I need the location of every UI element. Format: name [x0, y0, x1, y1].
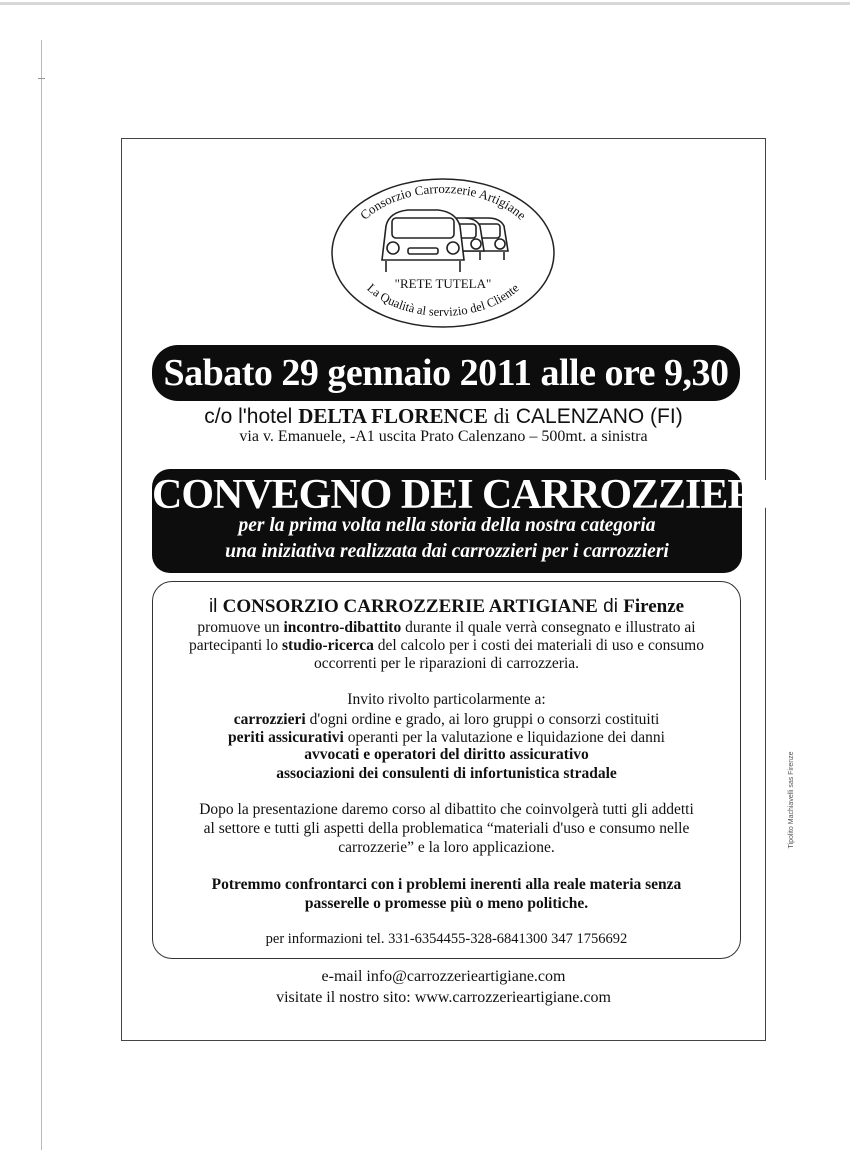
venue-address: via v. Emanuele, -A1 uscita Prato Calenzano – 500mt. a sinistra [239, 428, 648, 445]
invito-bold: carrozzieri [233, 711, 306, 728]
consorzio-connector: di [603, 596, 618, 617]
logo-name: "RETE TUTELA" [394, 276, 492, 291]
invito-item-associazioni: associazioni dei consulenti di infortunistica stradale [276, 765, 617, 782]
intro-bold: studio-ricerca [282, 637, 374, 654]
convegno-banner [152, 469, 773, 573]
confronto-line-1: Potremmo confrontarci con i problemi inerenti alla reale materia senza [211, 876, 682, 893]
dibattito-line-2: al settore e tutti gli aspetti della problematica “materiali d'uso e consumo nelle [203, 820, 690, 837]
venue-prefix: c/o l'hotel [204, 405, 293, 428]
confronto-line-2: passerelle o promesse più o meno politiche. [304, 895, 589, 912]
consorzio-logo [330, 176, 556, 331]
consorzio-name: CONSORZIO CARROZZERIE ARTIGIANE [222, 596, 598, 617]
intro-text: promuove un [197, 619, 280, 636]
consorzio-prefix: il [208, 596, 218, 617]
convegno-subtitle-1: per la prima volta nella storia della nostra categoria [238, 515, 656, 536]
invito-bold: periti assicurativi [228, 729, 344, 746]
logo-arc-bottom: La Qualità al servizio del Cliente [364, 280, 522, 319]
venue-line [121, 404, 766, 429]
venue-name: DELTA FLORENCE [298, 404, 488, 428]
intro-text: partecipanti lo [189, 637, 279, 654]
invito-item-carrozzieri [152, 711, 741, 729]
cars-icon [382, 210, 508, 272]
intro-text: del calcolo per i costi dei materiali di uso e consumo [377, 637, 704, 654]
consorzio-line [152, 596, 741, 618]
scan-top-edge [0, 2, 850, 5]
intro-text: durante il quale verrà consegnato e illustrato ai [405, 619, 696, 636]
venue-connector: di [493, 404, 511, 428]
invito-text: d'ogni ordine e grado, ai loro gruppi o consorzi costituiti [309, 711, 660, 728]
scan-margin-line [41, 40, 42, 1150]
logo-arc-top: Consorzio Carrozzerie Artigiane [356, 180, 530, 223]
invito-item-avvocati: avvocati e operatori del diritto assicurativo [304, 746, 589, 763]
intro-line-3: occorrenti per le riparazioni di carrozzeria. [313, 655, 580, 672]
dibattito-line-1: Dopo la presentazione daremo corso al dibattito che coinvolgerà tutti gli addetti [199, 801, 694, 818]
contact-phones: per informazioni tel. 331-6354455-328-6841300 347 1756692 [265, 931, 628, 947]
convegno-title: CONVEGNO DEI CARROZZIERI [152, 472, 773, 518]
venue-city: CALENZANO (FI) [515, 405, 683, 428]
convegno-subtitle-2: una iniziativa realizzata dai carrozzieri per i carrozzieri [225, 541, 669, 562]
intro-bold: incontro-dibattito [283, 619, 402, 636]
footer-website: visitate il nostro sito: www.carrozzerieartigiane.com [276, 989, 611, 1006]
printer-note: Tipolito Machiavelli sas Firenze [788, 751, 795, 849]
date-banner [152, 345, 740, 401]
dibattito-line-3: carrozzerie” e la loro applicazione. [338, 839, 555, 856]
consorzio-city: Firenze [623, 596, 685, 617]
invito-heading: Invito rivolto particolarmente a: [347, 691, 546, 708]
scan-margin-mark [38, 78, 45, 79]
intro-line-2 [152, 637, 741, 655]
footer-email: e-mail info@carrozzerieartigiane.com [321, 968, 566, 985]
invito-item-periti [152, 729, 741, 747]
event-date-time: Sabato 29 gennaio 2011 alle ore 9,30 [163, 352, 729, 394]
intro-line-1 [152, 619, 741, 637]
invito-text: operanti per la valutazione e liquidazione dei danni [347, 729, 665, 746]
